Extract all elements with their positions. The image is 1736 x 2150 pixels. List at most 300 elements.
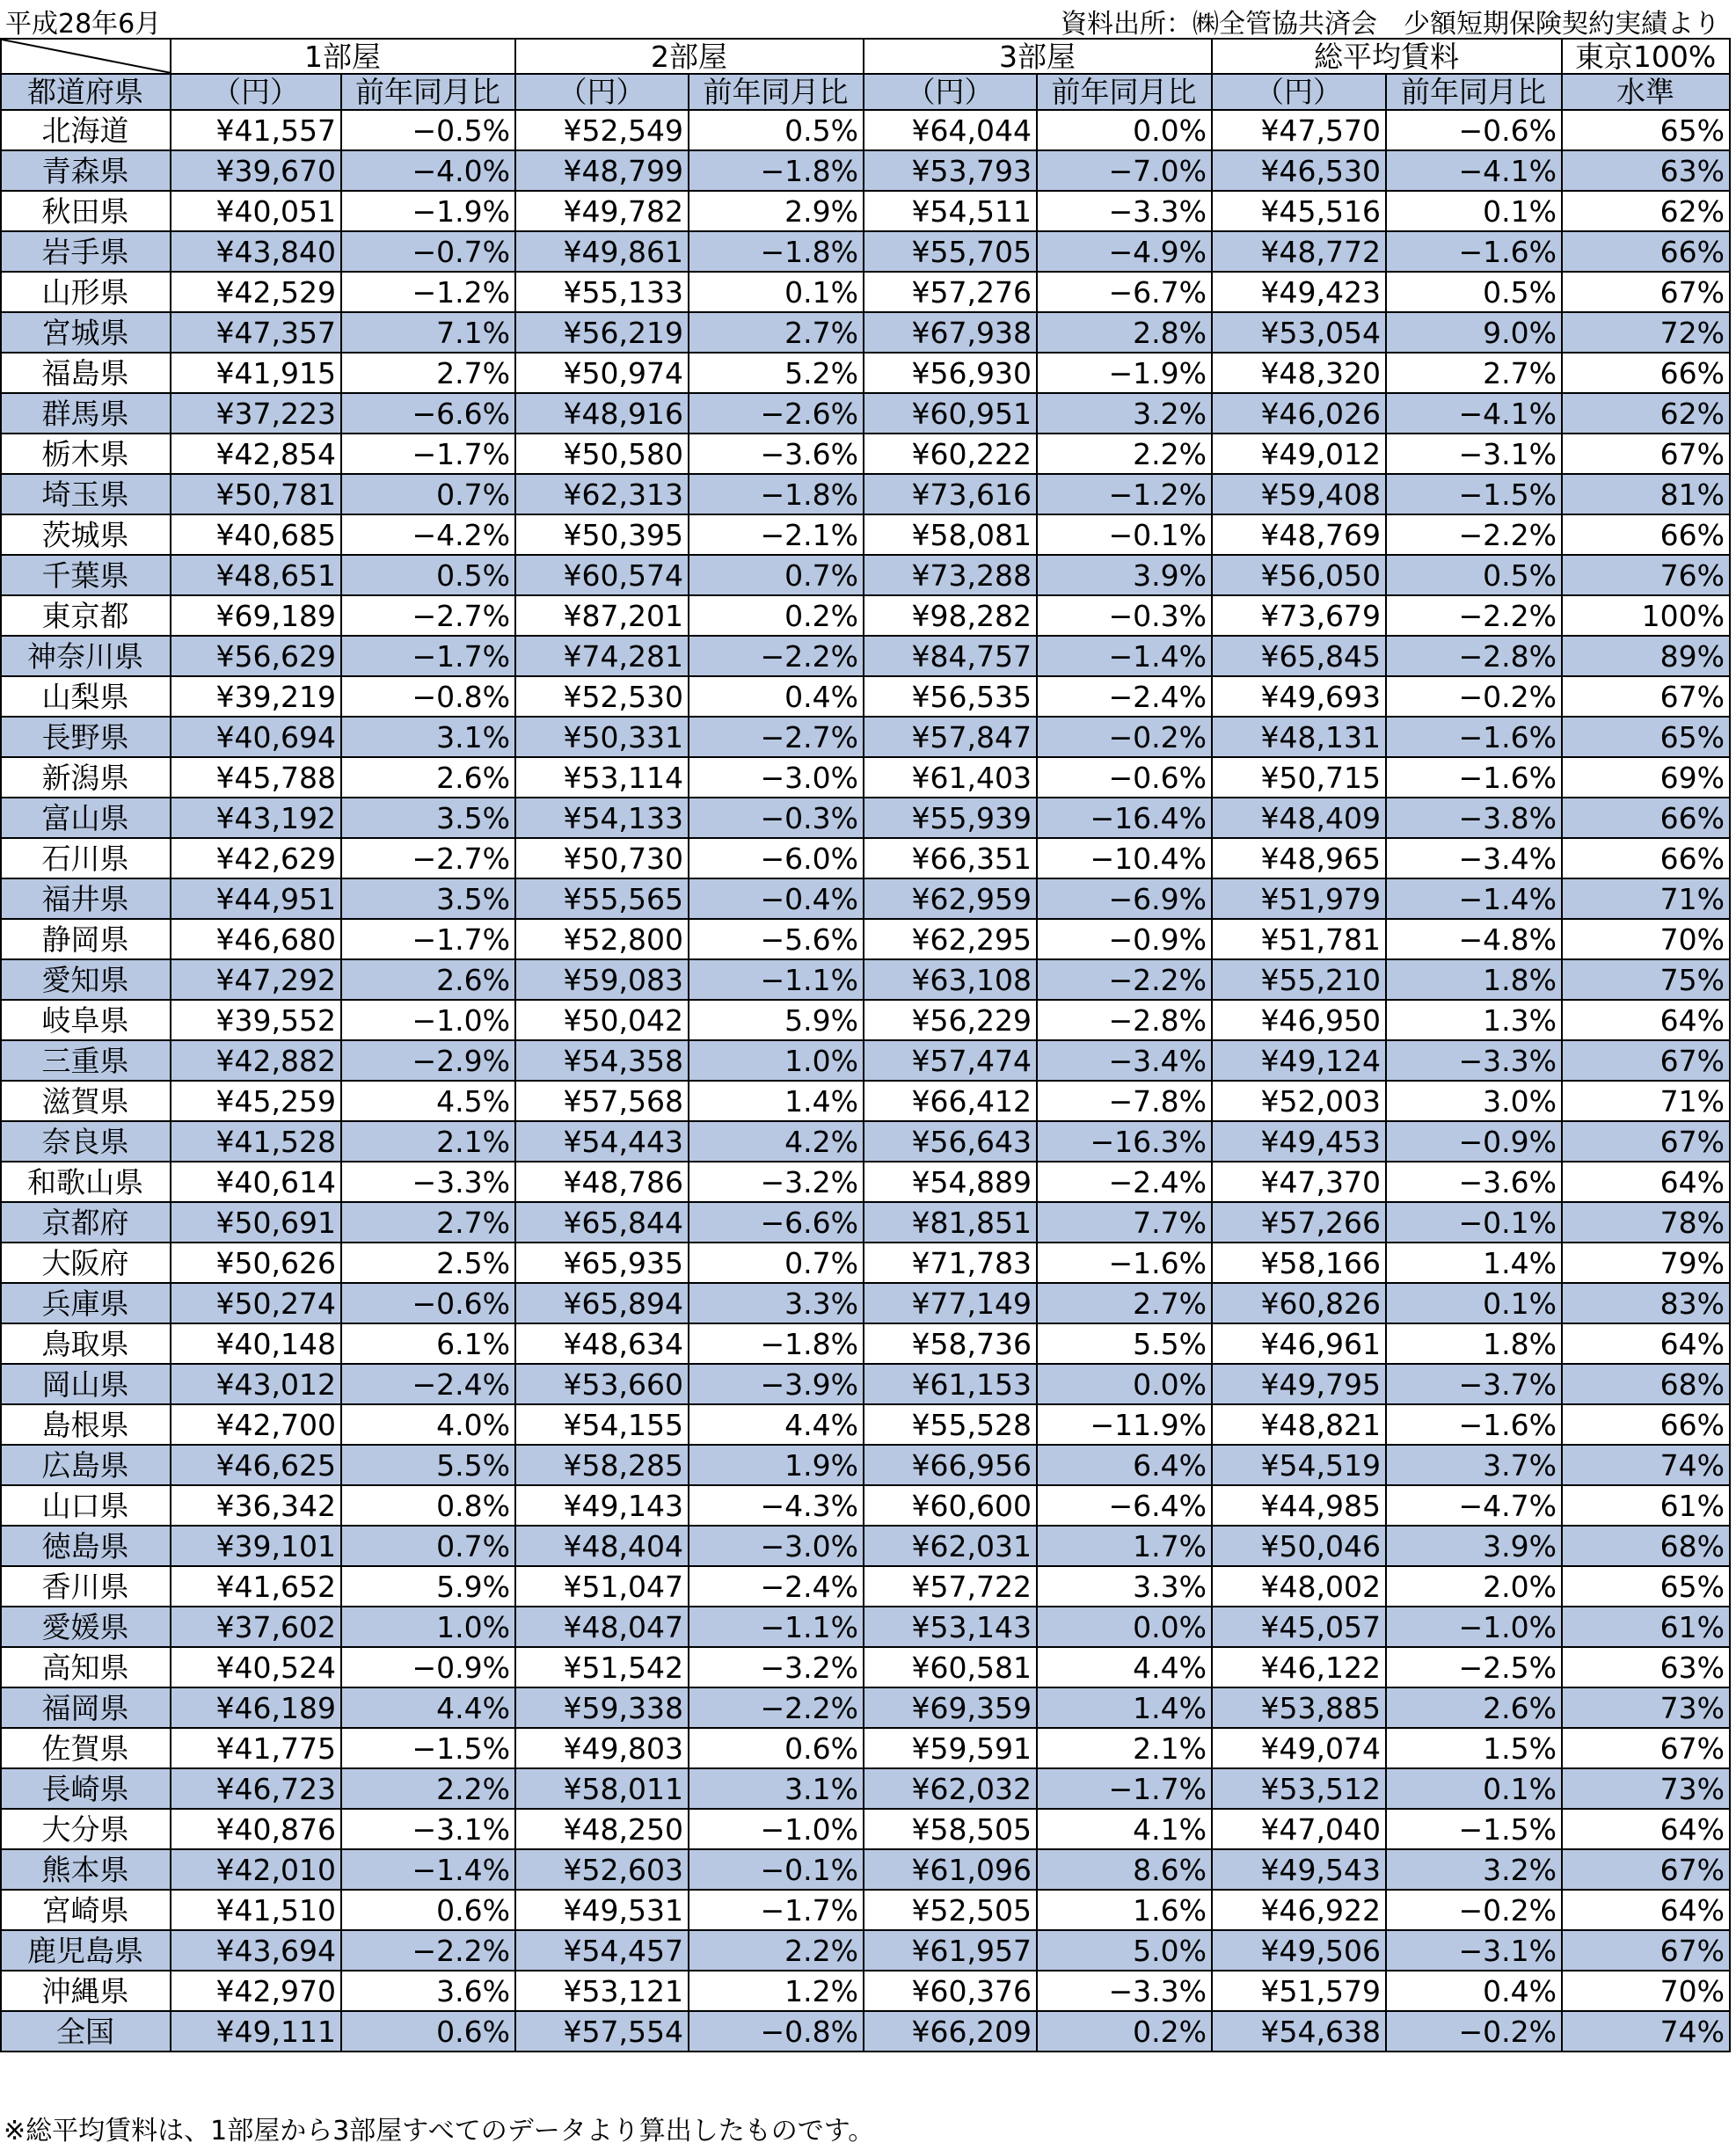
- rent-2room-cell: ¥53,114: [515, 757, 689, 798]
- rent-3room-cell: ¥66,351: [864, 838, 1037, 878]
- rent-1room-cell: ¥47,357: [171, 312, 341, 353]
- rent-average-cell: ¥48,772: [1212, 231, 1386, 272]
- rent-2room-cell: ¥50,730: [515, 838, 689, 878]
- yoy-3room-cell: −11.9%: [1037, 1404, 1212, 1445]
- rent-2room-cell: ¥57,568: [515, 1081, 689, 1121]
- rent-2room-cell: ¥50,042: [515, 1000, 689, 1040]
- rent-average-cell: ¥46,530: [1212, 150, 1386, 191]
- rent-average-cell: ¥48,320: [1212, 353, 1386, 393]
- prefecture-cell: 徳島県: [1, 1526, 171, 1566]
- rent-2room-cell: ¥65,844: [515, 1202, 689, 1243]
- yoy-1room-cell: 3.5%: [341, 878, 515, 919]
- rent-1room-cell: ¥56,629: [171, 636, 341, 676]
- table-row: [1, 231, 1730, 272]
- yoy-average-cell: −2.5%: [1386, 1647, 1562, 1687]
- data-source: 資料出所：㈱全管協共済会 少額短期保険契約実績より: [1061, 9, 1720, 40]
- table-row: [1, 1323, 1730, 1364]
- table-row: [1, 919, 1730, 959]
- rent-3room-cell: ¥61,957: [864, 1930, 1037, 1971]
- rent-2room-cell: ¥54,457: [515, 1930, 689, 1971]
- rent-average-cell: ¥50,046: [1212, 1526, 1386, 1566]
- rent-1room-cell: ¥39,670: [171, 150, 341, 191]
- yoy-3room-cell: 3.9%: [1037, 555, 1212, 595]
- rent-average-cell: ¥48,131: [1212, 717, 1386, 757]
- rent-3room-cell: ¥58,081: [864, 514, 1037, 555]
- rent-average-cell: ¥49,506: [1212, 1930, 1386, 1971]
- yoy-3room-cell: 4.1%: [1037, 1809, 1212, 1849]
- rent-3room-cell: ¥56,930: [864, 353, 1037, 393]
- prefecture-cell: 静岡県: [1, 919, 171, 959]
- table-row: [1, 1243, 1730, 1283]
- rent-2room-cell: ¥50,580: [515, 434, 689, 474]
- table-row: [1, 838, 1730, 878]
- rent-2room-cell: ¥54,155: [515, 1404, 689, 1445]
- yoy-3room-cell: 2.2%: [1037, 434, 1212, 474]
- yoy-1room-cell: 3.6%: [341, 1971, 515, 2011]
- tokyo-level-cell: 67%: [1562, 1121, 1730, 1162]
- yoy-2room-cell: −2.2%: [689, 1687, 864, 1728]
- yoy-3room-cell: 1.4%: [1037, 1687, 1212, 1728]
- rent-average-cell: ¥46,122: [1212, 1647, 1386, 1687]
- rent-3room-cell: ¥66,412: [864, 1081, 1037, 1121]
- yoy-average-cell: 3.9%: [1386, 1526, 1562, 1566]
- yoy-3room-cell: −16.4%: [1037, 798, 1212, 838]
- rent-3room-cell: ¥60,581: [864, 1647, 1037, 1687]
- prefecture-cell: 兵庫県: [1, 1283, 171, 1323]
- table-row: [1, 1647, 1730, 1687]
- rent-average-cell: ¥54,638: [1212, 2011, 1386, 2052]
- yoy-1room-cell: −0.8%: [341, 676, 515, 717]
- tokyo-level-cell: 68%: [1562, 1526, 1730, 1566]
- rent-2room-cell: ¥53,121: [515, 1971, 689, 2011]
- rent-average-cell: ¥51,781: [1212, 919, 1386, 959]
- table-row: [1, 959, 1730, 1000]
- yoy-3room-cell: −2.4%: [1037, 676, 1212, 717]
- prefecture-cell: 全国: [1, 2011, 171, 2052]
- rent-2room-cell: ¥87,201: [515, 595, 689, 636]
- yoy-average-cell: −3.1%: [1386, 434, 1562, 474]
- yoy-3room-cell: 5.0%: [1037, 1930, 1212, 1971]
- rent-1room-cell: ¥69,189: [171, 595, 341, 636]
- rent-2room-cell: ¥51,047: [515, 1566, 689, 1607]
- yoy-3room-cell: −7.8%: [1037, 1081, 1212, 1121]
- rent-average-cell: ¥53,054: [1212, 312, 1386, 353]
- yoy-2room-cell: −1.1%: [689, 1607, 864, 1647]
- yoy-1room-cell: −0.9%: [341, 1647, 515, 1687]
- tokyo-level-cell: 67%: [1562, 1849, 1730, 1890]
- prefecture-cell: 宮崎県: [1, 1890, 171, 1930]
- yoy-average-cell: −0.1%: [1386, 1202, 1562, 1243]
- rent-average-cell: ¥47,040: [1212, 1809, 1386, 1849]
- yoy-2room-cell: 0.5%: [689, 110, 864, 150]
- yoy-2room-cell: −2.1%: [689, 514, 864, 555]
- yoy-average-cell: 2.7%: [1386, 353, 1562, 393]
- yoy-average-cell: −4.1%: [1386, 150, 1562, 191]
- rent-2room-cell: ¥60,574: [515, 555, 689, 595]
- tokyo-level-cell: 67%: [1562, 676, 1730, 717]
- rent-3room-cell: ¥56,229: [864, 1000, 1037, 1040]
- yoy-1room-cell: 0.6%: [341, 1890, 515, 1930]
- tokyo-level-cell: 63%: [1562, 150, 1730, 191]
- rent-3room-cell: ¥55,528: [864, 1404, 1037, 1445]
- rent-3room-cell: ¥73,616: [864, 474, 1037, 514]
- rent-3room-cell: ¥57,847: [864, 717, 1037, 757]
- rent-2room-cell: ¥59,338: [515, 1687, 689, 1728]
- yoy-3room-cell: 3.3%: [1037, 1566, 1212, 1607]
- tokyo-level-cell: 76%: [1562, 555, 1730, 595]
- rent-1room-cell: ¥50,691: [171, 1202, 341, 1243]
- prefecture-cell: 愛媛県: [1, 1607, 171, 1647]
- table-row: [1, 1485, 1730, 1526]
- prefecture-cell: 長崎県: [1, 1768, 171, 1809]
- tokyo-level-cell: 66%: [1562, 798, 1730, 838]
- table-body: [1, 110, 1730, 2052]
- rent-1room-cell: ¥43,840: [171, 231, 341, 272]
- yoy-3room-cell: −0.2%: [1037, 717, 1212, 757]
- group-header-average: 総平均賃料: [1212, 39, 1562, 74]
- yoy-2room-cell: −3.2%: [689, 1162, 864, 1202]
- yoy-average-cell: −1.5%: [1386, 474, 1562, 514]
- yoy-1room-cell: 0.7%: [341, 1526, 515, 1566]
- yoy-1room-cell: 0.5%: [341, 555, 515, 595]
- yoy-3room-cell: −16.3%: [1037, 1121, 1212, 1162]
- yoy-2room-cell: 5.9%: [689, 1000, 864, 1040]
- rent-3room-cell: ¥60,951: [864, 393, 1037, 434]
- rent-average-cell: ¥51,979: [1212, 878, 1386, 919]
- prefecture-cell: 三重県: [1, 1040, 171, 1081]
- rent-1room-cell: ¥50,626: [171, 1243, 341, 1283]
- table-row: [1, 1768, 1730, 1809]
- header-yoy: 前年同月比: [341, 74, 515, 110]
- prefecture-cell: 茨城県: [1, 514, 171, 555]
- yoy-1room-cell: −1.7%: [341, 434, 515, 474]
- rent-3room-cell: ¥69,359: [864, 1687, 1037, 1728]
- yoy-1room-cell: 2.1%: [341, 1121, 515, 1162]
- table-row: [1, 1607, 1730, 1647]
- tokyo-level-cell: 64%: [1562, 1323, 1730, 1364]
- table-row: [1, 1445, 1730, 1485]
- group-header-2room: 2部屋: [515, 39, 864, 74]
- rent-3room-cell: ¥57,722: [864, 1566, 1037, 1607]
- diagonal-line: [2, 40, 171, 73]
- yoy-2room-cell: 4.2%: [689, 1121, 864, 1162]
- rent-3room-cell: ¥62,032: [864, 1768, 1037, 1809]
- yoy-3room-cell: 2.7%: [1037, 1283, 1212, 1323]
- group-header-3room: 3部屋: [864, 39, 1212, 74]
- rent-3room-cell: ¥54,511: [864, 191, 1037, 231]
- tokyo-level-cell: 70%: [1562, 919, 1730, 959]
- yoy-average-cell: 3.2%: [1386, 1849, 1562, 1890]
- prefecture-cell: 香川県: [1, 1566, 171, 1607]
- yoy-2room-cell: 0.1%: [689, 272, 864, 312]
- rent-3room-cell: ¥54,889: [864, 1162, 1037, 1202]
- rent-average-cell: ¥65,845: [1212, 636, 1386, 676]
- yoy-2room-cell: −2.4%: [689, 1566, 864, 1607]
- tokyo-level-cell: 74%: [1562, 1445, 1730, 1485]
- header-yen: （円）: [864, 74, 1037, 110]
- yoy-3room-cell: 8.6%: [1037, 1849, 1212, 1890]
- table-row: [1, 1081, 1730, 1121]
- rent-3room-cell: ¥62,031: [864, 1526, 1037, 1566]
- yoy-1room-cell: 4.4%: [341, 1687, 515, 1728]
- rent-average-cell: ¥49,795: [1212, 1364, 1386, 1404]
- yoy-average-cell: −0.9%: [1386, 1121, 1562, 1162]
- rent-3room-cell: ¥52,505: [864, 1890, 1037, 1930]
- yoy-1room-cell: 0.8%: [341, 1485, 515, 1526]
- yoy-2room-cell: 1.0%: [689, 1040, 864, 1081]
- table-row: [1, 1566, 1730, 1607]
- prefecture-cell: 鹿児島県: [1, 1930, 171, 1971]
- yoy-average-cell: −2.2%: [1386, 514, 1562, 555]
- yoy-average-cell: −0.2%: [1386, 1890, 1562, 1930]
- yoy-2room-cell: −1.8%: [689, 150, 864, 191]
- table-row: [1, 312, 1730, 353]
- rent-1room-cell: ¥40,614: [171, 1162, 341, 1202]
- tokyo-level-cell: 73%: [1562, 1687, 1730, 1728]
- rent-2room-cell: ¥48,916: [515, 393, 689, 434]
- yoy-average-cell: −0.6%: [1386, 110, 1562, 150]
- yoy-1room-cell: 2.7%: [341, 353, 515, 393]
- yoy-1room-cell: 6.1%: [341, 1323, 515, 1364]
- yoy-1room-cell: −1.9%: [341, 191, 515, 231]
- yoy-2room-cell: 5.2%: [689, 353, 864, 393]
- yoy-3room-cell: −1.7%: [1037, 1768, 1212, 1809]
- rent-2room-cell: ¥50,395: [515, 514, 689, 555]
- table-row: [1, 1121, 1730, 1162]
- rent-1room-cell: ¥42,629: [171, 838, 341, 878]
- yoy-2room-cell: 1.2%: [689, 1971, 864, 2011]
- prefecture-cell: 京都府: [1, 1202, 171, 1243]
- yoy-2room-cell: 2.9%: [689, 191, 864, 231]
- yoy-3room-cell: 6.4%: [1037, 1445, 1212, 1485]
- yoy-2room-cell: −3.9%: [689, 1364, 864, 1404]
- yoy-3room-cell: 0.0%: [1037, 1607, 1212, 1647]
- tokyo-level-cell: 63%: [1562, 1647, 1730, 1687]
- yoy-1room-cell: 2.2%: [341, 1768, 515, 1809]
- yoy-average-cell: −2.2%: [1386, 595, 1562, 636]
- rent-3room-cell: ¥56,535: [864, 676, 1037, 717]
- header-yoy: 前年同月比: [1037, 74, 1212, 110]
- rent-1room-cell: ¥37,602: [171, 1607, 341, 1647]
- header-yen: （円）: [1212, 74, 1386, 110]
- group-header-tokyo: 東京100%: [1562, 39, 1730, 74]
- rent-2room-cell: ¥57,554: [515, 2011, 689, 2052]
- tokyo-level-cell: 64%: [1562, 1809, 1730, 1849]
- rent-average-cell: ¥53,885: [1212, 1687, 1386, 1728]
- table-row: [1, 798, 1730, 838]
- rent-1room-cell: ¥43,192: [171, 798, 341, 838]
- yoy-3room-cell: 0.2%: [1037, 2011, 1212, 2052]
- rent-1room-cell: ¥41,510: [171, 1890, 341, 1930]
- yoy-2room-cell: −1.1%: [689, 959, 864, 1000]
- rent-3room-cell: ¥62,295: [864, 919, 1037, 959]
- rent-1room-cell: ¥37,223: [171, 393, 341, 434]
- rent-2room-cell: ¥48,786: [515, 1162, 689, 1202]
- prefecture-cell: 東京都: [1, 595, 171, 636]
- table-row: [1, 1728, 1730, 1768]
- yoy-average-cell: 0.1%: [1386, 1768, 1562, 1809]
- yoy-3room-cell: −7.0%: [1037, 150, 1212, 191]
- tokyo-level-cell: 65%: [1562, 1566, 1730, 1607]
- yoy-3room-cell: 3.2%: [1037, 393, 1212, 434]
- yoy-2room-cell: 0.7%: [689, 1243, 864, 1283]
- yoy-average-cell: −4.8%: [1386, 919, 1562, 959]
- rent-1room-cell: ¥46,723: [171, 1768, 341, 1809]
- yoy-1room-cell: −0.5%: [341, 110, 515, 150]
- rent-average-cell: ¥51,579: [1212, 1971, 1386, 2011]
- rent-2room-cell: ¥49,803: [515, 1728, 689, 1768]
- yoy-1room-cell: −1.4%: [341, 1849, 515, 1890]
- prefecture-cell: 栃木県: [1, 434, 171, 474]
- prefecture-cell: 奈良県: [1, 1121, 171, 1162]
- rent-2room-cell: ¥52,530: [515, 676, 689, 717]
- rent-2room-cell: ¥56,219: [515, 312, 689, 353]
- yoy-3room-cell: −3.3%: [1037, 191, 1212, 231]
- tokyo-level-cell: 73%: [1562, 1768, 1730, 1809]
- rent-average-cell: ¥49,543: [1212, 1849, 1386, 1890]
- tokyo-level-cell: 68%: [1562, 1364, 1730, 1404]
- prefecture-cell: 福島県: [1, 353, 171, 393]
- table-row: [1, 393, 1730, 434]
- yoy-2room-cell: −6.6%: [689, 1202, 864, 1243]
- yoy-average-cell: 1.3%: [1386, 1000, 1562, 1040]
- prefecture-cell: 北海道: [1, 110, 171, 150]
- prefecture-cell: 秋田県: [1, 191, 171, 231]
- prefecture-cell: 福井県: [1, 878, 171, 919]
- yoy-average-cell: −3.8%: [1386, 798, 1562, 838]
- yoy-3room-cell: −6.4%: [1037, 1485, 1212, 1526]
- table-row: [1, 434, 1730, 474]
- rent-average-cell: ¥73,679: [1212, 595, 1386, 636]
- table-row: [1, 757, 1730, 798]
- rent-1room-cell: ¥43,012: [171, 1364, 341, 1404]
- yoy-1room-cell: 0.7%: [341, 474, 515, 514]
- rent-1room-cell: ¥40,148: [171, 1323, 341, 1364]
- prefecture-cell: 大分県: [1, 1809, 171, 1849]
- prefecture-cell: 群馬県: [1, 393, 171, 434]
- rent-3room-cell: ¥63,108: [864, 959, 1037, 1000]
- table-row: [1, 474, 1730, 514]
- tokyo-level-cell: 81%: [1562, 474, 1730, 514]
- tokyo-level-cell: 66%: [1562, 1404, 1730, 1445]
- rent-3room-cell: ¥73,288: [864, 555, 1037, 595]
- prefecture-cell: 佐賀県: [1, 1728, 171, 1768]
- report-date: 平成28年6月: [5, 9, 162, 40]
- tokyo-level-cell: 83%: [1562, 1283, 1730, 1323]
- prefecture-cell: 石川県: [1, 838, 171, 878]
- prefecture-cell: 鳥取県: [1, 1323, 171, 1364]
- table-row: [1, 1890, 1730, 1930]
- yoy-2room-cell: 2.2%: [689, 1930, 864, 1971]
- prefecture-cell: 和歌山県: [1, 1162, 171, 1202]
- yoy-2room-cell: −5.6%: [689, 919, 864, 959]
- rent-average-cell: ¥48,409: [1212, 798, 1386, 838]
- yoy-2room-cell: 0.7%: [689, 555, 864, 595]
- yoy-3room-cell: −1.2%: [1037, 474, 1212, 514]
- rent-3room-cell: ¥53,793: [864, 150, 1037, 191]
- rent-3room-cell: ¥66,956: [864, 1445, 1037, 1485]
- table-row: [1, 2011, 1730, 2052]
- yoy-1room-cell: −2.4%: [341, 1364, 515, 1404]
- yoy-3room-cell: −2.2%: [1037, 959, 1212, 1000]
- rent-3room-cell: ¥57,474: [864, 1040, 1037, 1081]
- yoy-1room-cell: −0.7%: [341, 231, 515, 272]
- yoy-average-cell: −0.2%: [1386, 2011, 1562, 2052]
- yoy-average-cell: 9.0%: [1386, 312, 1562, 353]
- yoy-1room-cell: −2.9%: [341, 1040, 515, 1081]
- rent-1room-cell: ¥39,552: [171, 1000, 341, 1040]
- rent-average-cell: ¥59,408: [1212, 474, 1386, 514]
- yoy-3room-cell: 2.1%: [1037, 1728, 1212, 1768]
- rent-1room-cell: ¥42,970: [171, 1971, 341, 2011]
- tokyo-level-cell: 79%: [1562, 1243, 1730, 1283]
- tokyo-level-cell: 69%: [1562, 757, 1730, 798]
- prefecture-cell: 山形県: [1, 272, 171, 312]
- rent-average-cell: ¥49,124: [1212, 1040, 1386, 1081]
- yoy-1room-cell: −4.0%: [341, 150, 515, 191]
- yoy-1room-cell: −0.6%: [341, 1283, 515, 1323]
- yoy-1room-cell: −1.7%: [341, 636, 515, 676]
- table-row: [1, 1283, 1730, 1323]
- tokyo-level-cell: 66%: [1562, 231, 1730, 272]
- rent-average-cell: ¥48,769: [1212, 514, 1386, 555]
- yoy-2room-cell: 3.1%: [689, 1768, 864, 1809]
- rent-2room-cell: ¥65,935: [515, 1243, 689, 1283]
- table-row: [1, 1687, 1730, 1728]
- rent-average-cell: ¥47,570: [1212, 110, 1386, 150]
- yoy-average-cell: −4.7%: [1386, 1485, 1562, 1526]
- tokyo-level-cell: 64%: [1562, 1890, 1730, 1930]
- rent-3room-cell: ¥61,153: [864, 1364, 1037, 1404]
- header-yen: （円）: [515, 74, 689, 110]
- tokyo-level-cell: 71%: [1562, 878, 1730, 919]
- yoy-1room-cell: 3.5%: [341, 798, 515, 838]
- yoy-1room-cell: 0.6%: [341, 2011, 515, 2052]
- table-row: [1, 717, 1730, 757]
- yoy-2room-cell: −0.3%: [689, 798, 864, 838]
- prefecture-cell: 岡山県: [1, 1364, 171, 1404]
- yoy-average-cell: −3.1%: [1386, 1930, 1562, 1971]
- rent-3room-cell: ¥66,209: [864, 2011, 1037, 2052]
- table-row: [1, 1202, 1730, 1243]
- yoy-2room-cell: −3.6%: [689, 434, 864, 474]
- rent-2room-cell: ¥49,861: [515, 231, 689, 272]
- rent-2room-cell: ¥65,894: [515, 1283, 689, 1323]
- yoy-average-cell: 2.6%: [1386, 1687, 1562, 1728]
- yoy-3room-cell: 1.6%: [1037, 1890, 1212, 1930]
- rent-3room-cell: ¥77,149: [864, 1283, 1037, 1323]
- rent-average-cell: ¥46,950: [1212, 1000, 1386, 1040]
- rent-2room-cell: ¥52,549: [515, 110, 689, 150]
- table-row: [1, 1404, 1730, 1445]
- rent-2room-cell: ¥58,011: [515, 1768, 689, 1809]
- yoy-2room-cell: 1.4%: [689, 1081, 864, 1121]
- rent-2room-cell: ¥74,281: [515, 636, 689, 676]
- yoy-average-cell: 0.4%: [1386, 1971, 1562, 2011]
- rent-3room-cell: ¥60,376: [864, 1971, 1037, 2011]
- prefecture-cell: 滋賀県: [1, 1081, 171, 1121]
- prefecture-cell: 埼玉県: [1, 474, 171, 514]
- rent-1room-cell: ¥41,528: [171, 1121, 341, 1162]
- yoy-1room-cell: −1.5%: [341, 1728, 515, 1768]
- tokyo-level-cell: 71%: [1562, 1081, 1730, 1121]
- yoy-average-cell: −1.6%: [1386, 231, 1562, 272]
- rent-3room-cell: ¥60,600: [864, 1485, 1037, 1526]
- rent-average-cell: ¥48,821: [1212, 1404, 1386, 1445]
- yoy-average-cell: −1.6%: [1386, 757, 1562, 798]
- yoy-3room-cell: −0.9%: [1037, 919, 1212, 959]
- table-row: [1, 353, 1730, 393]
